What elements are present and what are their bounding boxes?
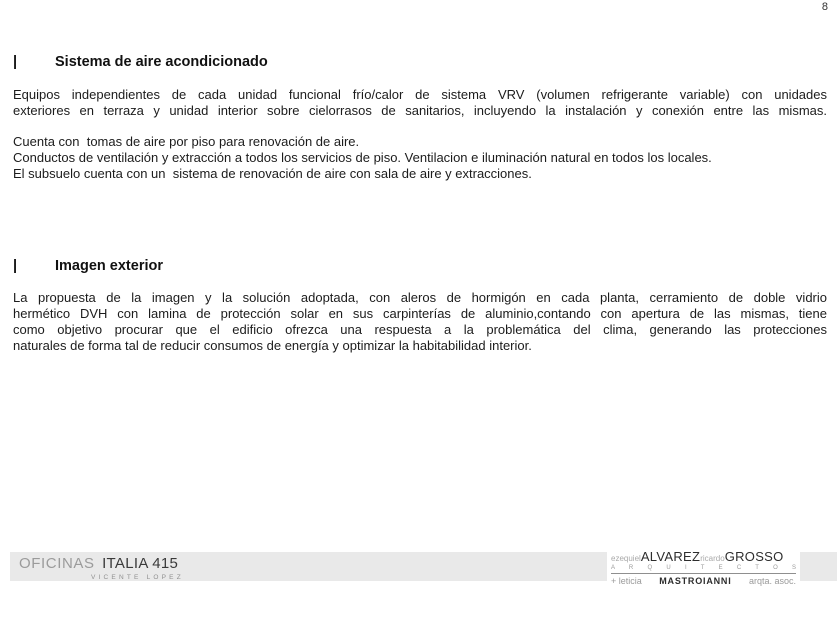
text-line: naturales de forma tal de reducir consumos de energía y optimizar la habitabilidad interior. [13, 338, 532, 353]
text-line: Conductos de ventilación y extracción a todos los servicios de piso. Ventilacion e iluminación natural en todos los locales. [13, 150, 712, 165]
associate-line [611, 576, 796, 586]
architect-last-name: GROSSO [724, 549, 784, 564]
brand-prefix: OFICINAS [19, 555, 95, 572]
text-line: Equipos independientes de cada unidad funcional frío/calor de sistema VRV (volumen refrigerante variable) con unidades [13, 87, 827, 102]
associate-name: MASTROIANNI [659, 576, 732, 586]
section-heading-aire-acondicionado [13, 54, 827, 71]
text-line: hermético DVH con lamina de protección solar en sus carpinterías de aluminio,contando con apertura de las mismas, tiene [13, 306, 827, 321]
document-content [13, 0, 827, 354]
brand-logo [19, 555, 184, 581]
heading-marker: | [13, 54, 18, 70]
paragraph-propuesta [13, 290, 827, 354]
heading-marker: | [13, 258, 18, 274]
heading-text: Sistema de aire acondicionado [55, 54, 268, 70]
brand-name: ITALIA 415 [102, 555, 179, 572]
heading-text: Imagen exterior [55, 258, 163, 274]
text-line: como objetivo procurar que el edificio ofrezca una respuesta a la problemática del clima, generando las protecciones [13, 322, 827, 337]
text-line: El subsuelo cuenta con un sistema de renovación de aire con sala de aire y extracciones. [13, 166, 532, 181]
associate-prefix: + leticia [611, 576, 642, 586]
architects-profession: A R Q U I T E C T O S [611, 565, 796, 574]
architect-names [611, 550, 796, 565]
text-line: exteriores en terraza y unidad interior sobre cielorrasos de sanitarios, incluyendo la instalación y conexión entre las mismas. [13, 103, 827, 118]
associate-suffix: arqta. asoc. [748, 576, 796, 586]
architect-last-name: ALVAREZ [640, 549, 701, 564]
brand-subtitle: VICENTE LOPEZ [91, 574, 184, 581]
paragraph-equipos [13, 87, 827, 119]
text-line: La propuesta de la imagen y la solución adoptada, con aleros de hormigón en cada planta, cerramiento de doble vidrio [13, 290, 827, 305]
text-line: Cuenta con tomas de aire por piso para renovación de aire. [13, 134, 360, 149]
paragraph-ventilacion [13, 134, 827, 182]
architect-first-name: ricardo [700, 554, 725, 563]
page-number: 8 [821, 1, 828, 13]
section-heading-imagen-exterior [13, 258, 827, 275]
architect-first-name: ezequiel [611, 554, 641, 563]
brand-line [19, 555, 184, 573]
architects-logo [607, 549, 800, 587]
